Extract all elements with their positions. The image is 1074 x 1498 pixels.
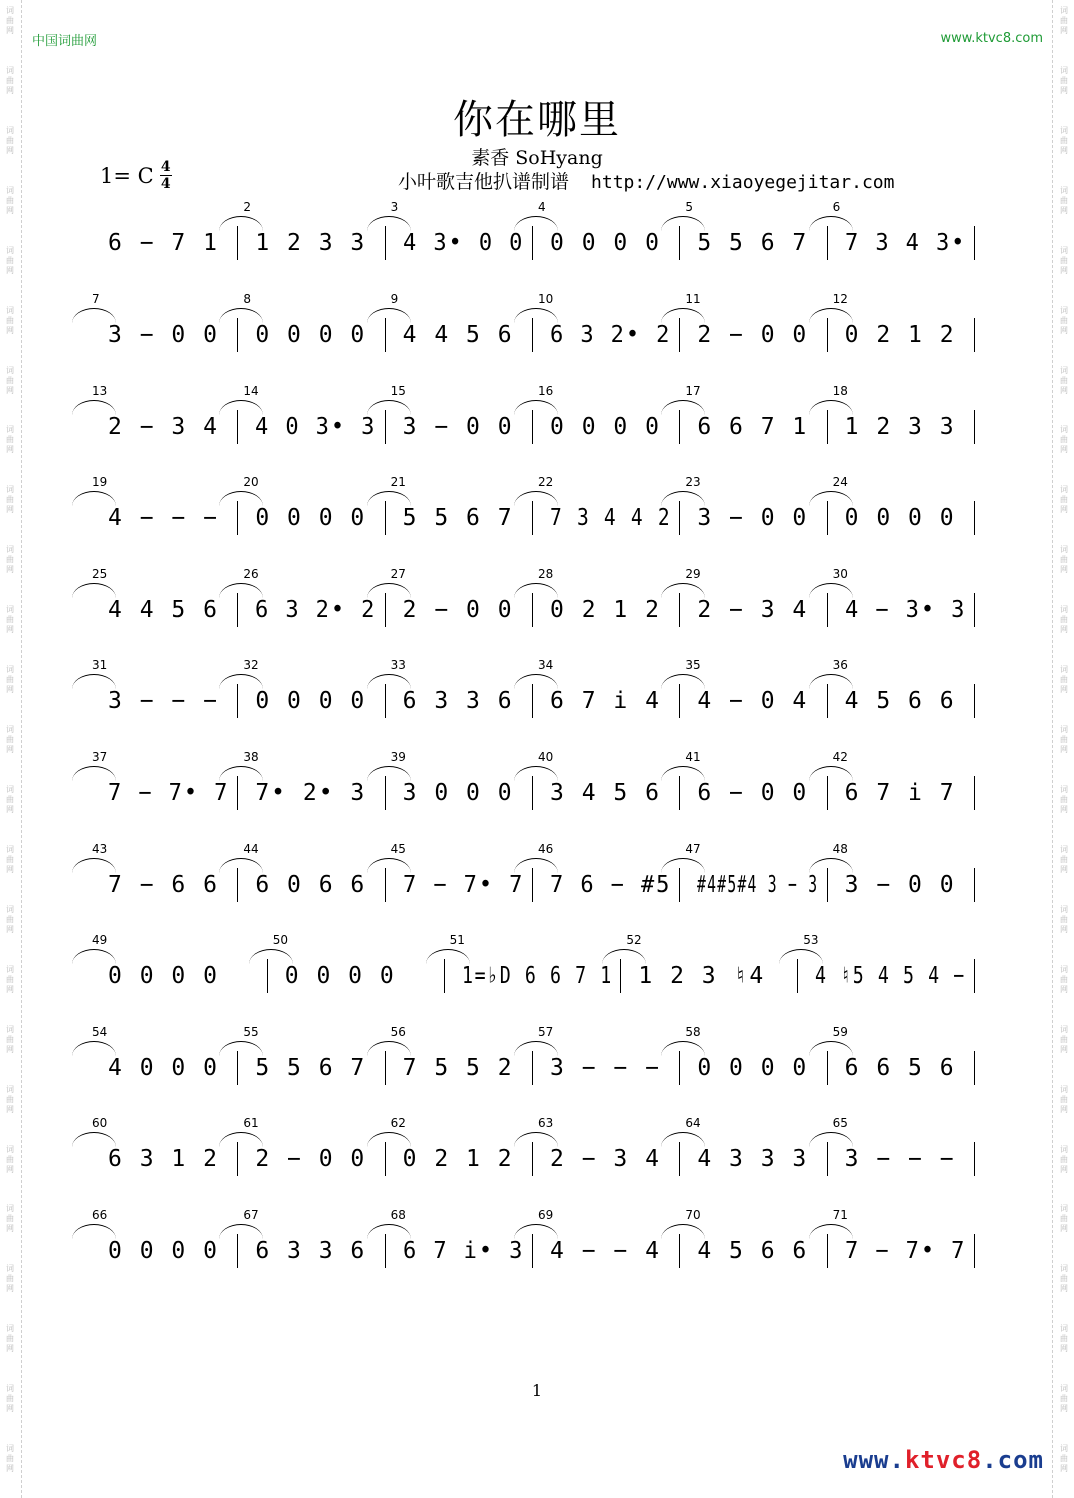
bar-line xyxy=(385,684,386,718)
measure: 7 3 4 4 2 xyxy=(550,505,672,531)
bar-line xyxy=(385,318,386,352)
bar-number: 5 xyxy=(685,200,693,214)
measure: 6 3 2• 2 xyxy=(550,322,672,348)
bar-number: 67 xyxy=(243,1208,259,1222)
bar-line xyxy=(237,410,238,444)
measure: 0 0 0 0 xyxy=(108,963,219,989)
bar-number: 41 xyxy=(685,750,701,764)
measure: 3 − − − xyxy=(844,1146,956,1172)
measure: 0 0 0 0 xyxy=(550,414,661,440)
bar-line xyxy=(532,1051,533,1085)
bar-line xyxy=(974,776,975,810)
bar-line xyxy=(827,501,828,535)
bar-number: 15 xyxy=(390,384,406,398)
bar-line xyxy=(532,868,533,902)
watermark-text: 词 曲 网 xyxy=(6,964,14,994)
bar-number: 56 xyxy=(390,1025,406,1039)
bar-line xyxy=(827,410,828,444)
bar-number: 13 xyxy=(92,384,108,398)
watermark-text: 词 曲 网 xyxy=(1060,1384,1068,1414)
bar-number: 43 xyxy=(92,842,108,856)
bar-number: 28 xyxy=(538,567,554,581)
bar-number: 11 xyxy=(685,292,701,306)
watermark-text: 词 曲 网 xyxy=(6,1084,14,1114)
bar-line xyxy=(974,318,975,352)
bar-line xyxy=(679,593,680,627)
bar-number: 37 xyxy=(92,750,108,764)
bar-number: 23 xyxy=(685,475,701,489)
bar-line xyxy=(974,501,975,535)
measure: 2 − 3 4 xyxy=(697,597,809,623)
watermark-text: 词 曲 网 xyxy=(6,605,14,635)
measure: 7 5 5 2 xyxy=(402,1055,514,1081)
bar-number: 70 xyxy=(685,1208,701,1222)
bar-line xyxy=(385,1142,386,1176)
bar-line xyxy=(385,226,386,260)
bar-line xyxy=(237,1142,238,1176)
bar-number: 17 xyxy=(685,384,701,398)
bar-line xyxy=(974,226,975,260)
song-title: 你在哪里 xyxy=(453,97,621,143)
measure: 3 − 0 0 xyxy=(697,505,809,531)
bar-line xyxy=(237,501,238,535)
watermark-text: 词 曲 网 xyxy=(1060,125,1068,155)
measure: 7 − 7• 7 xyxy=(402,872,524,898)
bar-number: 29 xyxy=(685,567,701,581)
bar-number: 32 xyxy=(243,658,259,672)
measure: 6 − 7 1 xyxy=(108,230,219,256)
bar-number: 59 xyxy=(832,1025,848,1039)
bar-number: 45 xyxy=(390,842,406,856)
measure: 3 − − − xyxy=(550,1055,661,1081)
watermark-text: 词 曲 网 xyxy=(6,904,14,934)
measure: 5 5 6 7 xyxy=(402,505,514,531)
bar-number: 48 xyxy=(832,842,848,856)
bar-number: 49 xyxy=(92,933,108,947)
watermark-text: 词 曲 网 xyxy=(6,665,14,695)
bar-number: 22 xyxy=(538,475,554,489)
measure: #4#5#4 3 − 3 xyxy=(697,872,819,898)
bar-number: 58 xyxy=(685,1025,701,1039)
bar-line xyxy=(237,1234,238,1268)
bar-line xyxy=(385,776,386,810)
bar-number: 14 xyxy=(243,384,259,398)
measure: 7 3 4 3• xyxy=(844,230,966,256)
bar-number: 20 xyxy=(243,475,259,489)
bar-number: 50 xyxy=(272,933,289,947)
bar-line xyxy=(532,1234,533,1268)
measure: 4 3• 0 0 xyxy=(402,230,524,256)
bar-number: 10 xyxy=(538,292,554,306)
bar-number: 25 xyxy=(92,567,108,581)
footer-url-part: .com xyxy=(982,1446,1044,1474)
bar-number: 68 xyxy=(390,1208,406,1222)
bar-line xyxy=(827,593,828,627)
bar-line xyxy=(827,1234,828,1268)
bar-line xyxy=(827,318,828,352)
bar-line xyxy=(385,410,386,444)
bar-line xyxy=(827,226,828,260)
measure: 4 4 5 6 xyxy=(108,597,219,623)
score-row xyxy=(92,1208,984,1288)
bar-number: 6 xyxy=(832,200,841,214)
transcriber-url[interactable]: http://www.xiaoyegejitar.com xyxy=(591,172,895,193)
bar-line xyxy=(532,501,533,535)
bar-number: 61 xyxy=(243,1116,259,1130)
bar-number: 18 xyxy=(832,384,848,398)
measure: 1 2 3 3 xyxy=(844,414,956,440)
bar-line xyxy=(679,226,680,260)
bar-line xyxy=(532,684,533,718)
measure: 4 0 0 0 xyxy=(108,1055,219,1081)
measure: 4 − − − xyxy=(108,505,219,531)
bar-line xyxy=(385,501,386,535)
measure: 7 6 − #5 xyxy=(550,872,672,898)
measure: 6 − 0 0 xyxy=(697,780,809,806)
bar-line xyxy=(827,684,828,718)
bar-number: 46 xyxy=(538,842,554,856)
measure: 4 − − 4 xyxy=(550,1238,661,1264)
time-bottom: 4 xyxy=(160,176,171,192)
bar-number: 62 xyxy=(390,1116,406,1130)
score-row xyxy=(92,750,984,830)
measure: 0 0 0 0 xyxy=(255,322,367,348)
measure: 7 − 7• 7 xyxy=(108,780,230,806)
measure: 6 3 3 6 xyxy=(255,1238,367,1264)
bar-number: 64 xyxy=(685,1116,701,1130)
bar-line xyxy=(532,226,533,260)
bar-line xyxy=(385,868,386,902)
measure: 1=♭D 6 6 7 1 xyxy=(461,963,613,989)
bar-number: 36 xyxy=(832,658,848,672)
watermark-text: 词 曲 网 xyxy=(1060,1204,1068,1234)
footer-url-part: www. xyxy=(843,1446,905,1474)
measure: 6 6 7 1 xyxy=(697,414,809,440)
bar-line xyxy=(620,959,621,993)
watermark-text: 词 曲 网 xyxy=(1060,65,1068,95)
measure: 6 3 1 2 xyxy=(108,1146,219,1172)
measure: 3 − 0 0 xyxy=(108,322,219,348)
bar-number: 69 xyxy=(538,1208,554,1222)
time-top: 4 xyxy=(160,159,171,175)
bar-number: 42 xyxy=(832,750,848,764)
measure: 6 7 i 7 xyxy=(844,780,956,806)
score-row xyxy=(92,842,984,922)
measure: 0 0 0 0 xyxy=(844,505,956,531)
watermark-text: 词 曲 网 xyxy=(1060,665,1068,695)
measure: 5 5 6 7 xyxy=(255,1055,367,1081)
bar-line xyxy=(679,318,680,352)
measure: 6 3 3 6 xyxy=(402,688,514,714)
watermark-text: 词 曲 网 xyxy=(6,1384,14,1414)
score-row xyxy=(92,658,984,738)
watermark-text: 词 曲 网 xyxy=(6,1144,14,1174)
bar-line xyxy=(237,318,238,352)
watermark-text: 词 曲 网 xyxy=(6,1264,14,1294)
measure: 2 − 3 4 xyxy=(108,414,219,440)
bar-line xyxy=(679,1234,680,1268)
bar-number: 34 xyxy=(538,658,554,672)
score-row xyxy=(92,1116,984,1196)
measure: 4 0 3• 3 xyxy=(255,414,377,440)
bar-number: 26 xyxy=(243,567,259,581)
bar-line xyxy=(797,959,798,993)
bar-number: 40 xyxy=(538,750,554,764)
bar-line xyxy=(827,1142,828,1176)
site-name-link[interactable]: 中国词曲网 xyxy=(32,34,98,49)
bar-line xyxy=(974,868,975,902)
measure: 0 2 1 2 xyxy=(402,1146,514,1172)
watermark-text: 词 曲 网 xyxy=(1060,1084,1068,1114)
watermark-text: 词 曲 网 xyxy=(6,305,14,335)
bar-number: 33 xyxy=(390,658,406,672)
score-row xyxy=(92,384,984,464)
site-url-link[interactable]: www.ktvc8.com xyxy=(940,31,1043,46)
bar-line xyxy=(532,593,533,627)
bar-number: 21 xyxy=(390,475,406,489)
bar-number: 8 xyxy=(243,292,251,306)
watermark-text: 词 曲 网 xyxy=(1060,1264,1068,1294)
bar-number: 66 xyxy=(92,1208,108,1222)
watermark-text: 词 曲 网 xyxy=(1060,1324,1068,1354)
bar-line xyxy=(679,410,680,444)
bar-line xyxy=(679,868,680,902)
transcriber-name: 小叶歌吉他扒谱制谱 xyxy=(398,171,570,193)
bar-number: 7 xyxy=(92,292,100,306)
measure: 5 5 6 7 xyxy=(697,230,809,256)
score-row xyxy=(92,933,984,1013)
measure: 4 − 0 4 xyxy=(697,688,809,714)
bar-line xyxy=(532,410,533,444)
measure: 1 2 3 ♮4 xyxy=(638,963,766,989)
watermark-text: 词 曲 网 xyxy=(6,185,14,215)
watermark-text: 词 曲 网 xyxy=(6,545,14,575)
watermark-text: 词 曲 网 xyxy=(6,1024,14,1054)
bar-line xyxy=(679,1142,680,1176)
measure: 0 0 0 0 xyxy=(255,505,367,531)
bar-line xyxy=(679,684,680,718)
measure: 6 7 i• 3 xyxy=(402,1238,524,1264)
measure: 4 − 3• 3 xyxy=(844,597,966,623)
bar-line xyxy=(237,868,238,902)
watermark-text: 词 曲 网 xyxy=(6,65,14,95)
watermark-text: 词 曲 网 xyxy=(1060,245,1068,275)
bar-line xyxy=(974,1142,975,1176)
watermark-text: 词 曲 网 xyxy=(6,485,14,515)
bar-number: 3 xyxy=(390,200,399,214)
bar-line xyxy=(679,776,680,810)
bar-line xyxy=(532,776,533,810)
measure: 4 5 6 6 xyxy=(844,688,956,714)
watermark-text: 词 曲 网 xyxy=(1060,1444,1068,1474)
watermark-text: 词 曲 网 xyxy=(6,365,14,395)
measure: 2 − 0 0 xyxy=(697,322,809,348)
measure: 2 − 0 0 xyxy=(402,597,514,623)
bar-line xyxy=(827,1051,828,1085)
measure: 2 − 3 4 xyxy=(550,1146,661,1172)
watermark-text: 词 曲 网 xyxy=(6,1204,14,1234)
bar-number: 31 xyxy=(92,658,108,672)
bar-line xyxy=(974,410,975,444)
bar-number: 63 xyxy=(538,1116,554,1130)
watermark-text: 词 曲 网 xyxy=(6,245,14,275)
footer-url-part: ktvc8 xyxy=(904,1446,983,1474)
bar-line xyxy=(974,959,975,993)
watermark-text: 词 曲 网 xyxy=(6,1444,14,1474)
bar-line xyxy=(444,959,445,993)
bar-number: 44 xyxy=(243,842,259,856)
watermark-text: 词 曲 网 xyxy=(6,725,14,755)
watermark-text: 词 曲 网 xyxy=(1060,185,1068,215)
measure: 4 3 3 3 xyxy=(697,1146,809,1172)
bar-line xyxy=(974,684,975,718)
bar-number: 9 xyxy=(390,292,399,306)
bar-number: 55 xyxy=(243,1025,259,1039)
measure: 6 3 2• 2 xyxy=(255,597,377,623)
measure: 3 − − − xyxy=(108,688,219,714)
score-row xyxy=(92,1025,984,1105)
measure: 4 ♮5 4 5 4 − xyxy=(815,963,966,989)
bar-line xyxy=(237,776,238,810)
bar-number: 60 xyxy=(92,1116,108,1130)
measure: 4 4 5 6 xyxy=(402,322,514,348)
measure: 4 5 6 6 xyxy=(697,1238,809,1264)
page-number: 1 xyxy=(531,1381,543,1400)
bar-number: 27 xyxy=(390,567,406,581)
watermark-text: 词 曲 网 xyxy=(6,784,14,814)
watermark-text: 词 曲 网 xyxy=(1060,904,1068,934)
measure: 7• 2• 3 xyxy=(255,780,367,806)
bar-line xyxy=(679,1051,680,1085)
bar-number: 4 xyxy=(538,200,546,214)
watermark-text: 词 曲 网 xyxy=(1060,305,1068,335)
watermark-text: 词 曲 网 xyxy=(1060,365,1068,395)
measure: 0 2 1 2 xyxy=(844,322,956,348)
measure: 0 0 0 0 xyxy=(284,963,396,989)
bar-line xyxy=(974,1234,975,1268)
watermark-text: 词 曲 网 xyxy=(1060,485,1068,515)
watermark-text: 词 曲 网 xyxy=(1060,964,1068,994)
watermark-text: 词 曲 网 xyxy=(1060,844,1068,874)
watermark-text: 词 曲 网 xyxy=(1060,425,1068,455)
bar-line xyxy=(237,684,238,718)
bar-number: 47 xyxy=(685,842,701,856)
watermark-text: 词 曲 网 xyxy=(1060,1024,1068,1054)
score-row xyxy=(92,292,984,372)
key-text: 1= C xyxy=(100,163,154,188)
measure: 3 0 0 0 xyxy=(402,780,514,806)
measure: 6 0 6 6 xyxy=(255,872,367,898)
bar-line xyxy=(237,226,238,260)
bar-line xyxy=(679,501,680,535)
score-row xyxy=(92,200,984,280)
bar-line xyxy=(827,868,828,902)
score-row xyxy=(92,567,984,647)
measure: 6 7 i 4 xyxy=(550,688,661,714)
bar-line xyxy=(385,1051,386,1085)
bar-number: 30 xyxy=(832,567,848,581)
measure: 1 2 3 3 xyxy=(255,230,367,256)
bar-line xyxy=(974,593,975,627)
measure: 0 2 1 2 xyxy=(550,597,661,623)
watermark-text: 词 曲 网 xyxy=(6,125,14,155)
watermark-text: 词 曲 网 xyxy=(1060,545,1068,575)
bar-line xyxy=(532,1142,533,1176)
watermark-text: 词 曲 网 xyxy=(6,6,14,35)
bar-line xyxy=(385,593,386,627)
bar-line xyxy=(532,318,533,352)
bar-line xyxy=(974,1051,975,1085)
watermark-text: 词 曲 网 xyxy=(1060,784,1068,814)
bar-number: 71 xyxy=(832,1208,848,1222)
watermark-text: 词 曲 网 xyxy=(6,425,14,455)
bar-number: 38 xyxy=(243,750,259,764)
bar-number: 2 xyxy=(243,200,251,214)
bar-line xyxy=(827,776,828,810)
watermark-text: 词 曲 网 xyxy=(1060,1144,1068,1174)
score-row xyxy=(92,475,984,555)
bar-line xyxy=(267,959,268,993)
measure: 7 − 7• 7 xyxy=(844,1238,966,1264)
watermark-text: 词 曲 网 xyxy=(1060,605,1068,635)
bar-number: 52 xyxy=(626,933,642,947)
bar-line xyxy=(385,1234,386,1268)
singer-name: 素香 SoHyang xyxy=(471,147,603,169)
bar-number: 39 xyxy=(390,750,406,764)
bar-number: 19 xyxy=(92,475,108,489)
bar-number: 57 xyxy=(538,1025,554,1039)
measure: 2 − 0 0 xyxy=(255,1146,367,1172)
measure: 6 6 5 6 xyxy=(844,1055,956,1081)
bar-number: 51 xyxy=(449,933,465,947)
bar-number: 24 xyxy=(832,475,848,489)
watermark-text: 词 曲 网 xyxy=(1060,725,1068,755)
bar-number: 16 xyxy=(538,384,554,398)
bar-line xyxy=(237,593,238,627)
bar-line xyxy=(237,1051,238,1085)
measure: 0 0 0 0 xyxy=(550,230,661,256)
measure: 3 4 5 6 xyxy=(550,780,661,806)
bar-number: 35 xyxy=(685,658,701,672)
measure: 3 − 0 0 xyxy=(402,414,514,440)
measure: 7 − 6 6 xyxy=(108,872,219,898)
watermark-text: 词 曲 网 xyxy=(6,844,14,874)
watermark-text: 词 曲 网 xyxy=(6,1324,14,1354)
measure: 0 0 0 0 xyxy=(255,688,367,714)
measure: 0 0 0 0 xyxy=(697,1055,809,1081)
bar-number: 12 xyxy=(832,292,848,306)
measure: 0 0 0 0 xyxy=(108,1238,219,1264)
bar-number: 54 xyxy=(92,1025,108,1039)
measure: 3 − 0 0 xyxy=(844,872,956,898)
footer-logo-url[interactable] xyxy=(843,1446,1044,1474)
bar-number: 65 xyxy=(832,1116,848,1130)
watermark-text: 词 曲 网 xyxy=(1060,6,1068,35)
bar-number: 53 xyxy=(803,933,819,947)
